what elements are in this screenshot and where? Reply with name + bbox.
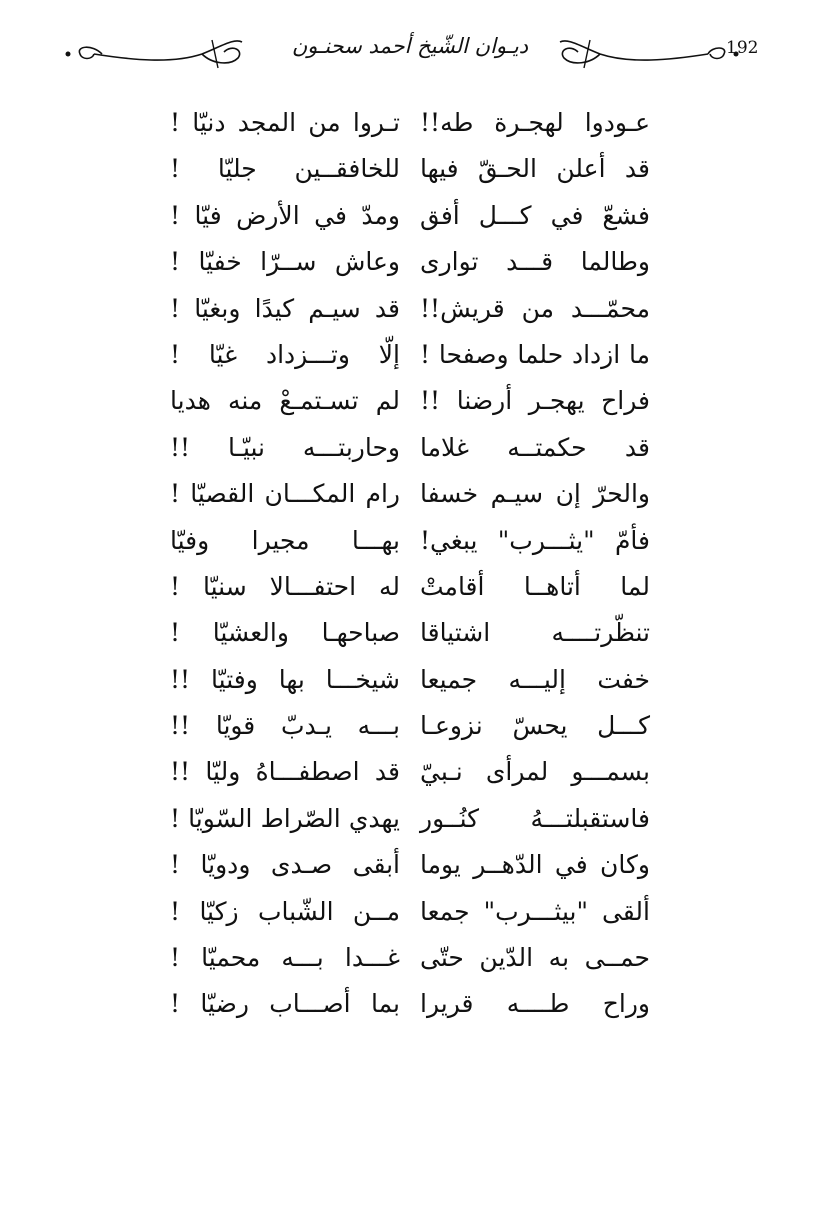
page-header <box>0 22 822 72</box>
verse <box>170 842 650 888</box>
verse-first-hemistich: فشعّ في كـــل أفق <box>420 200 650 230</box>
verse-second-hemistich: قد سيـم كيدًا وبغيّا ! <box>170 293 400 323</box>
verse-first-hemistich: كـــل يحسّ نزوعـا <box>420 711 650 741</box>
verse-second-hemistich: شيخـــا بها وفتيّا !! <box>170 664 400 694</box>
verse <box>170 378 650 424</box>
verse-first-hemistich: محمّـــد من قريش!! <box>420 293 650 323</box>
verse <box>170 518 650 564</box>
verse-first-hemistich: تنظّرتــــه اشتياقا <box>420 618 650 648</box>
verse-first-hemistich: بسمـــو لمرأى نـبيّ <box>420 757 650 787</box>
verse-first-hemistich: والحرّ إن سيـم خسفا <box>420 479 650 509</box>
verse-second-hemistich: بـــه يـدبّ قويّا !! <box>170 711 400 741</box>
verse <box>170 889 650 935</box>
verse-second-hemistich: صباحهـا والعشيّا ! <box>170 618 400 648</box>
verse <box>170 657 650 703</box>
header-title: ديـوان الشّيخ أحمد سحنـون <box>291 34 529 58</box>
verse-first-hemistich: وطالما قـــد توارى <box>420 247 650 277</box>
verse-second-hemistich: بهـــا مجيرا وفيّا <box>170 525 400 555</box>
verse <box>170 193 650 239</box>
verse-second-hemistich: ومدّ في الأرض فيّا ! <box>170 200 400 230</box>
verse-second-hemistich: وحاربتـــه نبيّـا !! <box>170 432 400 462</box>
verse-first-hemistich: ألقى "بيثـــرب" جمعا <box>420 896 650 926</box>
verse-first-hemistich: فراح يهجـر أرضنا !! <box>420 386 650 416</box>
verse <box>170 332 650 378</box>
verse-second-hemistich: قد اصطفـــاهُ وليّا !! <box>170 757 400 787</box>
verse <box>170 703 650 749</box>
verse <box>170 796 650 842</box>
ornament-right-icon <box>540 30 740 70</box>
verse-second-hemistich: إلّا وتـــزداد غيّا ! <box>170 339 400 369</box>
verse-first-hemistich: وكان في الدّهــر يوما <box>420 850 650 880</box>
verse-second-hemistich: رام المكـــان القصيّا ! <box>170 479 400 509</box>
verse-second-hemistich: لم تسـتمـعْ منه هديا <box>170 386 400 416</box>
verse <box>170 239 650 285</box>
verse <box>170 610 650 656</box>
verse-second-hemistich: وعاش ســرّا خفيّا ! <box>170 247 400 277</box>
verse-first-hemistich: وراح طــــه قريرا <box>420 989 650 1019</box>
verse-first-hemistich: لما أتاهــا أقامتْ <box>420 571 650 601</box>
verse-first-hemistich: خفت إليـــه جميعا <box>420 664 650 694</box>
verse <box>170 749 650 795</box>
page-number: 192 <box>726 38 759 58</box>
verse <box>170 146 650 192</box>
poem <box>170 100 650 1028</box>
verse-second-hemistich: تـروا من المجد دنيّا ! <box>170 108 400 137</box>
verse-first-hemistich: عـودوا لهجـرة طه!! <box>420 108 650 137</box>
verse-second-hemistich: للخافقــين جليّا ! <box>170 154 400 184</box>
verse <box>170 425 650 471</box>
verse-first-hemistich: فأمّ "يثـــرب" يبغي! <box>420 525 650 555</box>
verse-second-hemistich: غـــدا بـــه محميّا ! <box>170 943 400 973</box>
verse-second-hemistich: يهدي الصّراط السّويّا ! <box>170 803 400 833</box>
ornament-left-icon <box>62 30 262 70</box>
verse <box>170 981 650 1027</box>
verse-first-hemistich: فاستقبلتـــهُ كنُــور <box>420 803 650 833</box>
verse <box>170 935 650 981</box>
verse <box>170 100 650 146</box>
verse <box>170 564 650 610</box>
verse <box>170 471 650 517</box>
verse-second-hemistich: أبقى صـدى ودويّا ! <box>170 850 400 880</box>
verse-first-hemistich: حمــى به الدّين حتّى <box>420 943 650 973</box>
verse-first-hemistich: قد أعلن الحـقّ فيها <box>420 154 650 184</box>
verse <box>170 286 650 332</box>
verse-first-hemistich: ما ازداد حلما وصفحا ! <box>420 339 650 369</box>
verse-second-hemistich: بما أصـــاب رضيّا ! <box>170 989 400 1019</box>
verse-first-hemistich: قد حكمتــه غلاما <box>420 432 650 462</box>
verse-second-hemistich: له احتفـــالا سنيّا ! <box>170 571 400 601</box>
verse-second-hemistich: مــن الشّباب زكيّا ! <box>170 896 400 926</box>
